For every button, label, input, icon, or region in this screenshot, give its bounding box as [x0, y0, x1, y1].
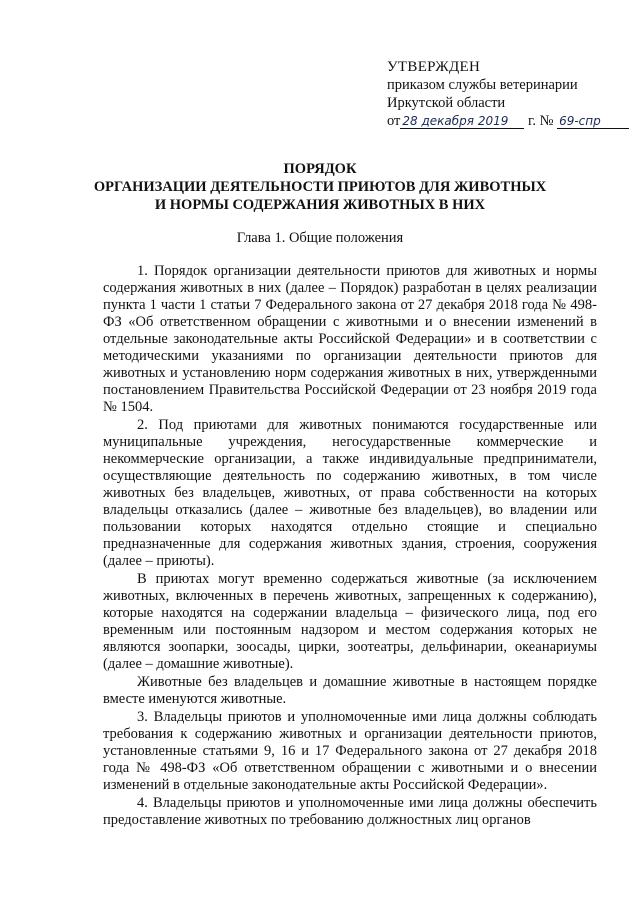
approval-stamp-block [387, 58, 629, 130]
approval-line-order: приказом службы ветеринарии [387, 77, 578, 93]
chapter-heading: Глава 1. Общие положения [236, 230, 404, 246]
title-line-1: ПОРЯДОК [283, 161, 357, 177]
title-line-2: ОРГАНИЗАЦИИ ДЕЯТЕЛЬНОСТИ ПРИЮТОВ ДЛЯ ЖИВОТНЫХ [93, 179, 547, 195]
approval-date-line [387, 112, 629, 130]
approval-heading: УТВЕРЖДЕН [387, 59, 481, 75]
handwritten-number: 69-спр [557, 114, 629, 129]
document-title [0, 160, 640, 214]
from-label: от [387, 113, 401, 129]
paragraph: Животные без владельцев и домашние животные в настоящем порядке вместе именуются животные. [103, 674, 597, 707]
paragraph: 3. Владельцы приютов и уполномоченные ими лица должны соблюдать требования к содержанию животных и организации деятельности приютов, установленные статьями 9, 16 и 17 Федерального закона от 27 декабря 2018 года № 498-ФЗ «Об ответственном обращении с животными и о внесении изменений в отдельные законодательные акты Российской Федерации». [103, 709, 597, 793]
title-line-3: И НОРМЫ СОДЕРЖАНИЯ ЖИВОТНЫХ В НИХ [154, 197, 486, 213]
approval-line-region: Иркутской области [387, 95, 506, 111]
handwritten-date: 28 декабря 2019 [400, 114, 524, 129]
document-body [103, 263, 597, 830]
paragraph: 1. Порядок организации деятельности приютов для животных и нормы содержания животных в них (далее – Порядок) разработан в целях реализации пункта 1 части 1 статьи 7 Федерального закона от 27 декабря 2018 года № 498-ФЗ «Об ответственном обращении с животными и о внесении изменений в отдельные законодательные акты Российской Федерации» и в соответствии с методическими указаниями по организации деятельности приютов для животных и установлению норм содержания животных в них, утвержденными постановлением Правительства Российской Федерации от 23 ноября 2019 года № 1504. [103, 263, 597, 415]
paragraph: 2. Под приютами для животных понимаются государственные или муниципальные учреждения, негосударственные коммерческие и некоммерческие организации, а также индивидуальные предприниматели, осуществляющие деятельность по содержанию животных, в том числе животных без владельцев, животных, от права собственности на которых владельцы отказались (далее – животные без владельцев), во владении или пользовании которых находятся отдельно стоящие и специально предназначенные для содержания животных здания, строения, сооружения (далее – приюты). [103, 417, 597, 569]
paragraph: 4. Владельцы приютов и уполномоченные ими лица должны обеспечить предоставление животных по требованию должностных лиц органов [103, 795, 597, 828]
paragraph: В приютах могут временно содержаться животные (за исключением животных, включенных в перечень животных, запрещенных к содержанию), которые находятся на содержании владельца – физического лица, под его временным или постоянным надзором и местом содержания которых не являются зоопарки, зоосады, цирки, зоотеатры, дельфинарии, океанариумы (далее – домашние животные). [103, 571, 597, 672]
year-number-label: г. № [528, 113, 554, 129]
